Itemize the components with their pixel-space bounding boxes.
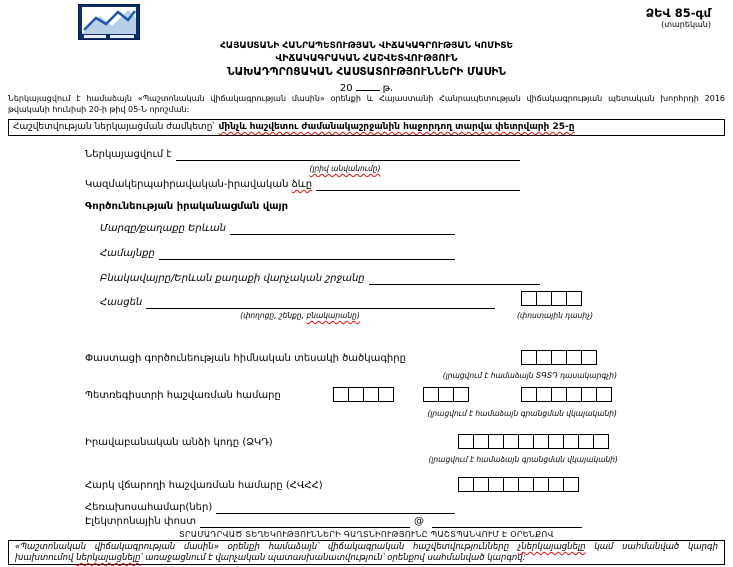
presented-by-hint: (լրիվ անվանումը) [309,164,381,173]
input-cell[interactable] [566,291,582,306]
field-settlement [100,271,540,285]
community-input-line[interactable] [159,248,455,260]
input-cell[interactable] [473,434,489,449]
presented-by-label: Ներկայացվում է [85,149,172,160]
input-cell[interactable] [503,477,519,492]
activity-code-label: Փաստացի գործունեության հիմնական տեսակի ծածկագիրը [85,353,406,364]
settlement-label: Բնակավայրը/Երևան քաղաքի վարչական շրջանը [100,273,365,284]
field-address [100,295,495,309]
org-name: ՀԱՅԱՍՏԱՆԻ ՀԱՆՐԱՊԵՏՈՒԹՅԱՆ ՎԻՃԱԿԱԳՐՈՒԹՅԱՆ ԿՈՄԻՏԵ [219,41,514,51]
registry-cells-group-2 [423,387,469,402]
registry-hint: (լրացվում է համաձայն գրանցման վկայականի) [427,409,617,418]
tin-cells [458,477,579,492]
field-tin [85,478,323,492]
year-prefix: 20 [339,83,353,94]
input-cell[interactable] [453,387,469,402]
tin-label: Հարկ վճարողի հաշվառման համարը (ՀՎՀՀ) [85,480,323,491]
field-community [100,246,455,260]
input-cell[interactable] [438,387,454,402]
input-cell[interactable] [581,350,597,365]
input-cell[interactable] [596,387,612,402]
input-cell[interactable] [536,387,552,402]
input-cell[interactable] [518,477,534,492]
input-cell[interactable] [551,350,567,365]
legal-entity-hint: (լրացվում է համաձայն գրանցման վկայականի) [428,455,618,464]
input-cell[interactable] [488,477,504,492]
input-cell[interactable] [348,387,364,402]
liability-box: «Պաշտոնական վիճակագրության մասին» օրենքի համաձայն՝ վիճակագրական հաշվետվությունները չներկայացնելը կամ սահմանված կարգի խախտումով ներկայացնելը՝ առաջացնում է վարչական պատասխանատվություն՝ օրենքով սահմանված կարգով: [8,540,725,565]
phone-label: Հեռախոսահամար(ներ) [85,502,213,513]
input-cell[interactable] [581,387,597,402]
region-label: Մարզը/քաղաքը Երևան [100,223,226,234]
input-cell[interactable] [551,387,567,402]
year-suffix: թ. [382,83,394,94]
input-cell[interactable] [518,434,534,449]
input-cell[interactable] [521,291,537,306]
input-cell[interactable] [378,387,394,402]
postal-code-cells [521,291,582,306]
deadline-emphasis: մինչև հաշվետու ժամանակաշրջանին հաջորդող տարվա փետրվարի 25-ը [218,122,575,132]
year-input-line[interactable] [356,81,380,91]
input-cell[interactable] [578,434,594,449]
field-legal-entity-code [85,435,273,449]
input-cell[interactable] [363,387,379,402]
email-domain-input-line[interactable] [432,516,582,528]
field-legal-form [85,177,520,191]
form-code-block [646,6,711,29]
legal-entity-code-cells [458,434,609,449]
field-region [100,221,455,235]
input-cell[interactable] [458,477,474,492]
input-cell[interactable] [458,434,474,449]
field-presented-by [85,147,520,161]
input-cell[interactable] [533,477,549,492]
address-input-line[interactable] [146,297,495,309]
input-cell[interactable] [503,434,519,449]
armstat-logo [78,4,140,44]
region-input-line[interactable] [230,223,455,235]
presented-by-input-line[interactable] [176,149,520,161]
email-at-symbol: @ [414,516,425,527]
deadline-box [8,119,725,136]
legal-basis-text: Ներկայացվում է համաձայն «Պաշտոնական վիճակագրության մասին» օրենքի և Հայաստանի Հանրապետության վիճակագրության պետական խորհրդի 2016 թվականի հունիսի 20-ի թիվ 05-Ն որոշման: [8,94,725,114]
input-cell[interactable] [566,387,582,402]
input-cell[interactable] [521,350,537,365]
input-cell[interactable] [563,434,579,449]
email-label: Էլեկտրոնային փոստ [85,516,197,527]
input-cell[interactable] [548,477,564,492]
input-cell[interactable] [536,350,552,365]
registry-number-label: Պետռեգիստրի հաշվառման համարը [85,390,281,401]
input-cell[interactable] [548,434,564,449]
postal-code-hint: (փոստային դասիչ) [516,311,594,320]
input-cell[interactable] [521,387,537,402]
form-title: ՆԱԽԱԴՊՐՈՑԱԿԱՆ ՀԱՍՏԱՏՈՒԹՅՈՒՆՆԵՐԻ ՄԱՍԻՆ [227,66,506,78]
form-periodicity: (տարեկան) [661,20,711,29]
address-hint: (փողոցը, շենքը, բնակարանը) [240,311,360,320]
registry-cells-group-3 [521,387,612,402]
input-cell[interactable] [333,387,349,402]
activity-code-cells [521,350,597,365]
deadline-prefix: Հաշվետվության ներկայացման ժամկետը՝ [13,122,215,132]
input-cell[interactable] [536,291,552,306]
form-code: ՁԵՎ 85-գմ [645,6,711,20]
armstat-logo-icon [78,4,140,40]
community-label: Համայնքը [100,248,155,259]
settlement-input-line[interactable] [369,273,540,285]
confidentiality-notice: ՏՐԱՄԱԴՐՎԱԾ ՏԵՂԵԿՈՒԹՅՈՒՆՆԵՐԻ ԳԱՂՏՆԻՈՒԹՅՈՒՆԸ ՊԱՇՏՊԱՆՎՈՒՄ Է ՕՐԵՆՔՈՎ [179,530,554,539]
input-cell[interactable] [533,434,549,449]
email-local-input-line[interactable] [200,516,410,528]
legal-form-input-line[interactable] [316,179,520,191]
input-cell[interactable] [566,350,582,365]
legal-form-label: Կազմակերպաիրավական-իրավական ձևը [85,179,313,190]
phone-input-line[interactable] [216,502,455,514]
field-phone [85,500,455,514]
year-row [0,81,733,94]
address-label: Հասցեն [100,297,143,308]
input-cell[interactable] [473,477,489,492]
input-cell[interactable] [593,434,609,449]
field-activity-code [85,351,406,365]
activity-place-heading: Գործունեության իրականացման վայր [85,201,289,212]
registry-cells-group-1 [333,387,394,402]
input-cell[interactable] [423,387,439,402]
input-cell[interactable] [488,434,504,449]
legal-entity-code-label: Իրավաբանական անձի կոդը (ՁԿԴ) [85,437,273,448]
field-email [85,514,620,528]
field-registry-number [85,388,281,402]
input-cell[interactable] [563,477,579,492]
input-cell[interactable] [551,291,567,306]
activity-code-hint: (լրացվում է համաձայն ՏԳՏԴ դասակարգչի) [442,371,617,380]
doc-type: ՎԻՃԱԿԱԳՐԱԿԱՆ ՀԱՇՎԵՏՎՈՒԹՅՈՒՆ [275,53,458,64]
